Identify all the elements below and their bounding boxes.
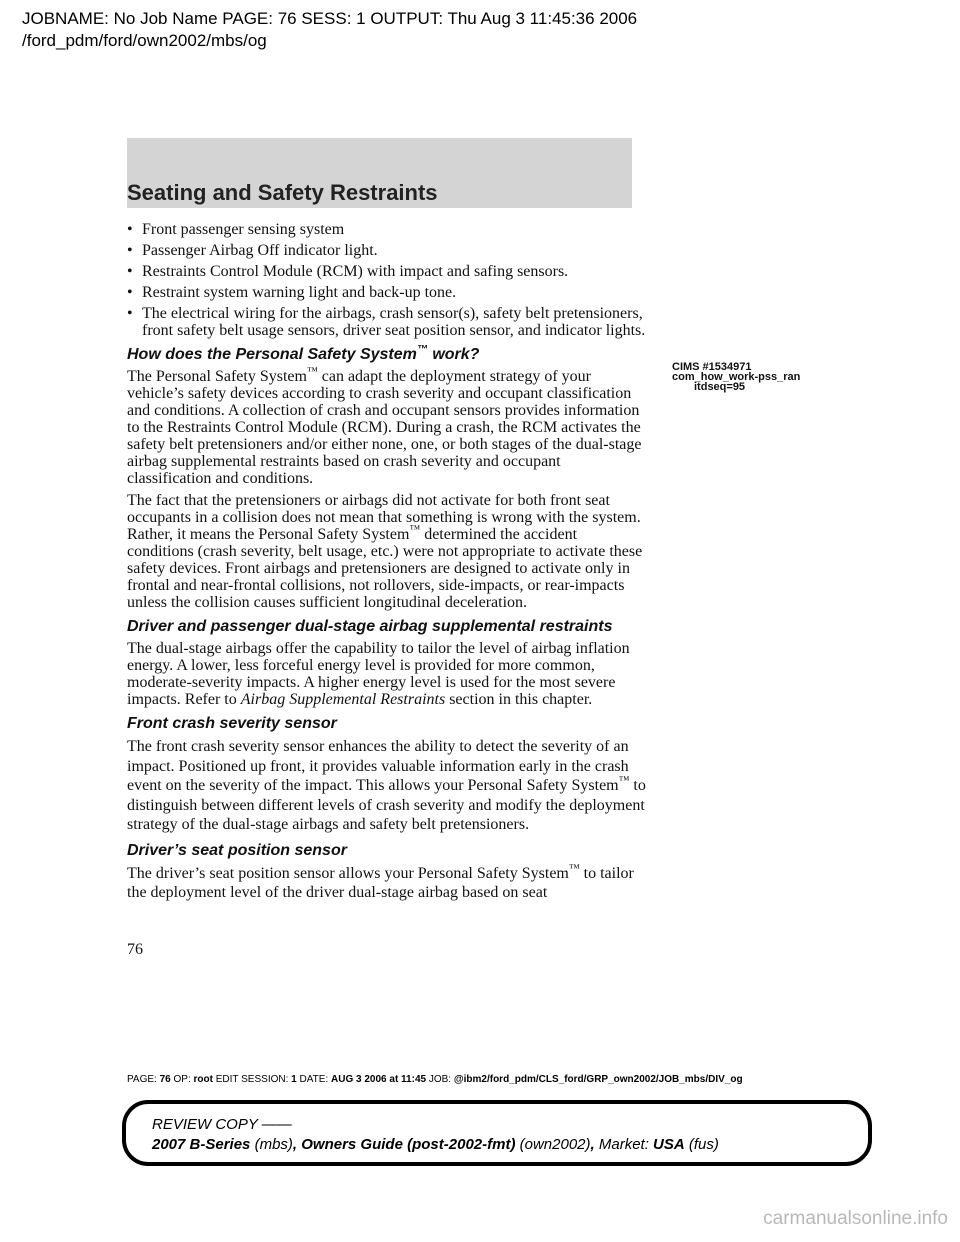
list-item: • The electrical wiring for the airbags, crash sensor(s), safety belt pretensioners, front safety belt usage sensors, driver seat position sensor, and indicator lights. xyxy=(127,305,646,339)
cims-annotation: CIMS #1534971 com_how_work-pss_ran itdseq=95 xyxy=(672,361,801,393)
list-item: • Restraint system warning light and back-up tone. xyxy=(127,284,457,301)
paragraph-seat-position-sensor: The driver’s seat position sensor allows your Personal Safety System™ to tailor the deployment level of the driver dual-stage airbag based on seat xyxy=(127,862,634,901)
trademark-symbol: ™ xyxy=(618,774,630,787)
paragraph-front-crash-sensor: The front crash severity sensor enhances the ability to detect the severity of an impact. Positioned up front, it provides valuable information early in the crash event on the severity of the impact. This allows your Personal Safety System™ to distinguish between different levels of crash severity and modify the deployment strategy of the dual-stage airbags and safety belt pretensioners. xyxy=(127,738,646,833)
heading-how-pss-works: How does the Personal Safety System™ work? xyxy=(127,343,480,363)
watermark-text: carmanualsonline.info xyxy=(763,1208,948,1229)
review-copy-details: 2007 B-Series (mbs), Owners Guide (post-2002-fmt) (own2002), Market: USA (fus) xyxy=(152,1136,719,1153)
list-item: • Restraints Control Module (RCM) with impact and safing sensors. xyxy=(127,263,569,280)
review-copy-box xyxy=(122,1100,872,1166)
paragraph-dual-stage: The dual-stage airbags offer the capability to tailor the level of airbag inflation energy. A lower, less forceful energy level is provided for more common, moderate-severity impacts. A higher energy level is used for the most severe impacts. Refer to Airbag Supplemental Restraints section in this chapter. xyxy=(127,640,630,708)
trademark-symbol: ™ xyxy=(409,523,421,536)
section-title: Seating and Safety Restraints xyxy=(127,180,438,205)
list-item: • Passenger Airbag Off indicator light. xyxy=(127,242,378,259)
job-header-line2: /ford_pdm/ford/own2002/mbs/og xyxy=(22,31,267,50)
job-header-line1: JOBNAME: No Job Name PAGE: 76 SESS: 1 OUTPUT: Thu Aug 3 11:45:36 2006 xyxy=(22,9,638,28)
paragraph-how-1: The Personal Safety System™ can adapt the deployment strategy of your vehicle’s safety devices according to crash severity and occupant classification and conditions. A collection of crash and occupant sensors provides information to the Restraints Control Module (RCM). During a crash, the RCM activates the safety belt pretensioners and/or either none, one, or both stages of the dual-stage airbag supplemental restraints based on crash severity and occupant classification and conditions. xyxy=(127,365,642,487)
print-footer: PAGE: 76 OP: root EDIT SESSION: 1 DATE: AUG 3 2006 at 11:45 JOB: @ibm2/ford_pdm/CLS_ford/GRP_own2002/JOB_mbs/DIV_og xyxy=(127,1074,743,1085)
job-header xyxy=(22,8,637,52)
trademark-symbol: ™ xyxy=(306,365,318,378)
paragraph-how-2: The fact that the pretensioners or airbags did not activate for both front seat occupants in a collision does not mean that something is wrong with the system. Rather, it means the Personal Safety System™ determined the accident conditions (crash severity, belt usage, etc.) were not appropriate to activate these safety devices. Front airbags and pretensioners are designed to activate only in frontal and near-frontal collisions, not rollovers, side-impacts, or rear-impacts unless the collision causes sufficient longitudinal deceleration. xyxy=(127,492,643,611)
heading-seat-position-sensor: Driver’s seat position sensor xyxy=(127,841,347,859)
trademark-symbol: ™ xyxy=(416,343,428,356)
heading-front-crash-sensor: Front crash severity sensor xyxy=(127,715,337,732)
heading-dual-stage: Driver and passenger dual-stage airbag supplemental restraints xyxy=(127,618,613,635)
review-copy-label: REVIEW COPY —— xyxy=(152,1116,292,1133)
trademark-symbol: ™ xyxy=(568,862,580,875)
list-item: • Front passenger sensing system xyxy=(127,221,345,238)
page-number: 76 xyxy=(127,941,143,958)
page-content xyxy=(127,221,647,908)
cross-reference: Airbag Supplemental Restraints xyxy=(240,691,446,708)
component-list xyxy=(127,221,647,339)
